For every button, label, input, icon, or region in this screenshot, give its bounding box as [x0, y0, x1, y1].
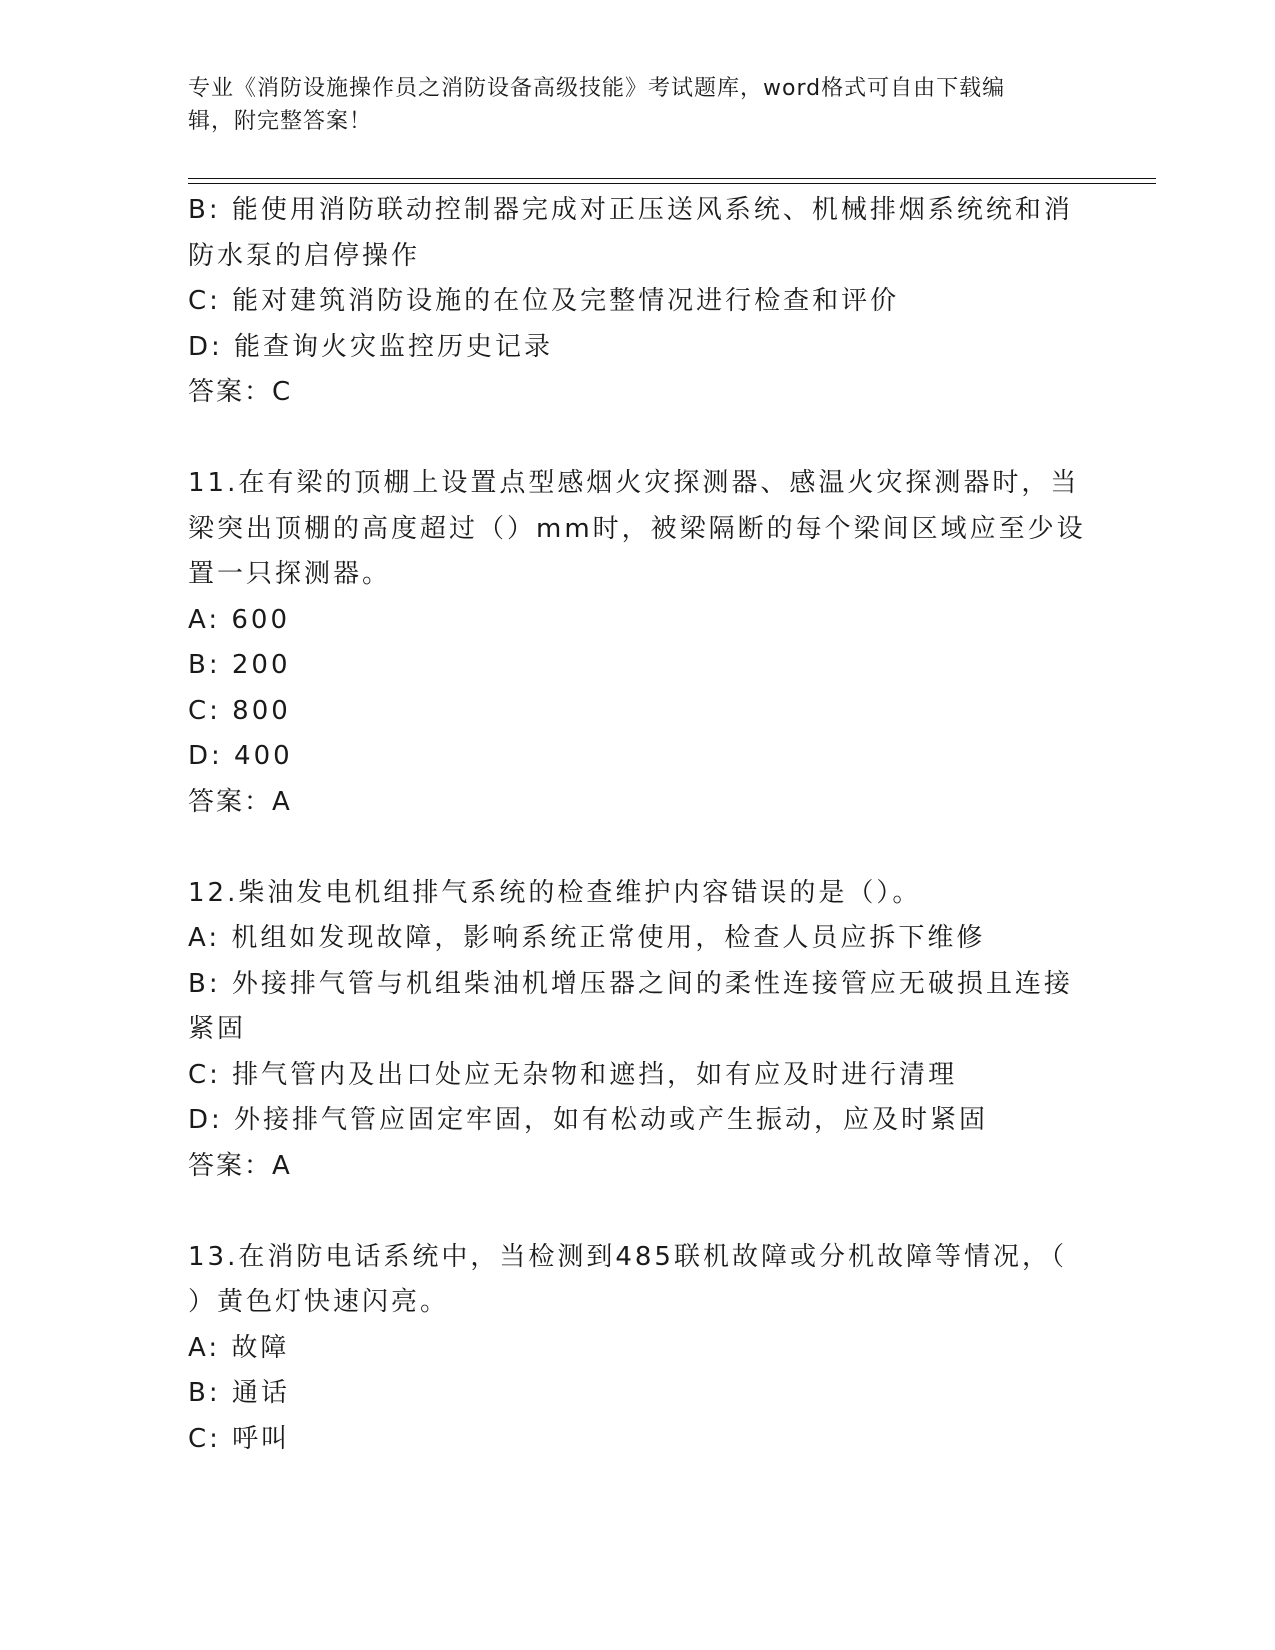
option-b-line-2: 防水泵的启停操作: [188, 240, 421, 271]
answer: 答案：A: [188, 786, 292, 817]
question-13: [188, 1235, 1078, 1463]
option-c: C: 能对建筑消防设施的在位及完整情况进行检查和评价: [188, 286, 900, 316]
question-stem-line-1: 13.在消防电话系统中，当检测到485联机故障或分机故障等情况，（: [188, 1241, 1067, 1272]
question-stem-line-2: 梁突出顶棚的高度超过（）mm时，被梁隔断的每个梁间区域应至少设: [188, 513, 1086, 544]
question-stem-line-1: 11.在有梁的顶棚上设置点型感烟火灾探测器、感温火灾探测器时，当: [188, 468, 1080, 498]
question-stem: 12.柴油发电机组排气系统的检查维护内容错误的是（）。: [188, 877, 922, 908]
option-a: A: 600: [188, 604, 290, 635]
option-c: C: 800: [188, 695, 291, 726]
answer: 答案：A: [188, 1150, 292, 1181]
option-c: C: 排气管内及出口处应无杂物和遮挡，如有应及时进行清理: [188, 1059, 958, 1090]
option-b: B: 200: [188, 650, 291, 680]
spacer: [188, 825, 1078, 871]
option-b-line-2: 紧固: [188, 1014, 247, 1044]
option-a: A: 机组如发现故障，影响系统正常使用，检查人员应拆下维修: [188, 923, 986, 953]
option-d: D: 能查询火灾监控历史记录: [188, 331, 554, 362]
question-list: [188, 188, 1086, 1462]
spacer: [188, 416, 1078, 462]
option-a: A: 故障: [188, 1332, 290, 1363]
header-divider-top: [188, 178, 1156, 179]
question-10-tail: [188, 188, 1078, 416]
option-b-line-1: B: 外接排气管与机组柴油机增压器之间的柔性连接管应无破损且连接: [188, 968, 1073, 999]
option-d: D: 外接排气管应固定牢固，如有松动或产生振动，应及时紧固: [188, 1105, 989, 1135]
option-b-line-1: B: 能使用消防联动控制器完成对正压送风系统、机械排烟系统统和消: [188, 195, 1073, 225]
question-stem-line-3: 置一只探测器。: [188, 559, 392, 589]
header-divider-bottom: [188, 183, 1156, 184]
question-12: [188, 871, 1078, 1190]
option-c: C: 呼叫: [188, 1423, 291, 1454]
option-b: B: 通话: [188, 1378, 290, 1408]
page-header: [188, 72, 1088, 138]
header-line-2: 辑，附完整答案！: [188, 109, 373, 134]
question-stem-line-2: ）黄色灯快速闪亮。: [188, 1287, 450, 1317]
option-d: D: 400: [188, 741, 293, 771]
answer: 答案：C: [188, 377, 293, 407]
header-line-1: 专业《消防设施操作员之消防设备高级技能》考试题库，word格式可自由下载编: [188, 76, 1006, 101]
spacer: [188, 1189, 1078, 1235]
question-11: [188, 461, 1086, 825]
